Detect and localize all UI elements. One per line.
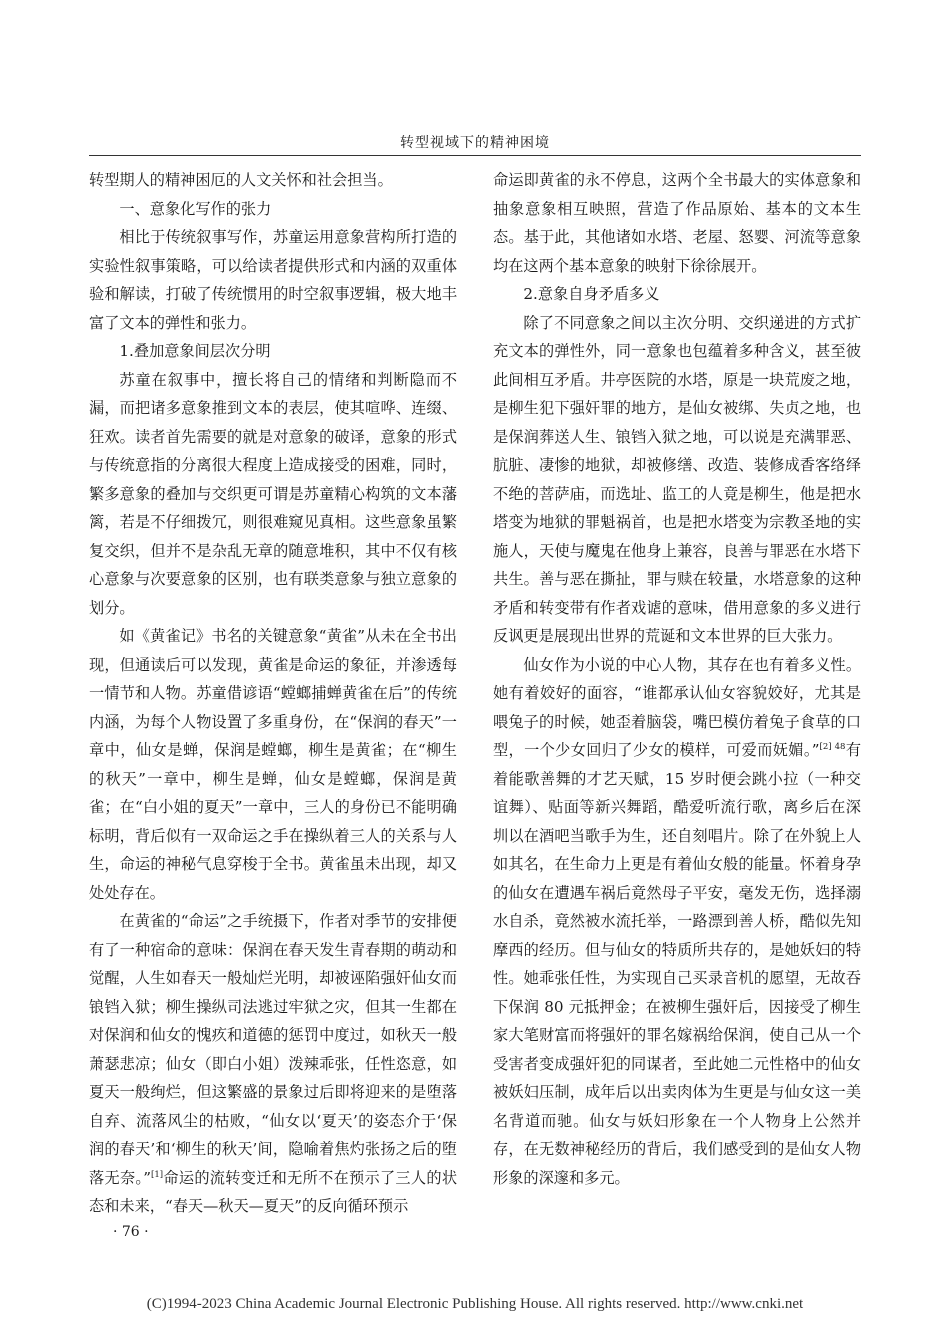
citation-marker: [2] 48 — [819, 741, 846, 752]
paragraph-text: 命运的流转变迁和无所不在预示了三人的状态和未来，“春天—秋天—夏天”的反向循环预示 — [89, 1168, 457, 1215]
paragraph-text: 仙女作为小说的中心人物，其存在也有着多义性。她有着姣好的面容，“谁都承认仙女容貌姣好，尤其是喂兔子的时候，她歪着脑袋，嘴巴模仿着兔子食草的口型，一个少女回归了少女的模样，可爱而妩媚。” — [493, 655, 861, 759]
paragraph — [89, 907, 457, 1221]
subsection-heading: 1.叠加意象间层次分明 — [119, 342, 271, 360]
paragraph-text: 在黄雀的“命运”之手统摄下，作者对季节的安排便有了一种宿命的意味：保润在春天发生青春期的萌动和觉醒，人生如春天一般灿烂光明，却被诬陷强奸仙女而锒铛入狱；柳生操纵司法逃过牢狱之灾，但其一生都在对保润和仙女的愧疚和道德的惩罚中度过，如秋天一般萧瑟悲凉；仙女（即白小姐）泼辣乖张，任性恣意，如夏天一般绚烂，但这繁盛的景象过后即将迎来的是堕落自弃、流落风尘的枯败，“仙女以‘夏天’的姿态介于‘保润的春天’和‘柳生的秋天’间，隐喻着焦灼张扬之后的堕落无奈。” — [89, 912, 457, 1187]
paragraph: 命运即黄雀的永不停息，这两个全书最大的实体意象和抽象意象相互映照，营造了作品原始、基本的文本生态。基于此，其他诸如水塔、老屋、怒婴、河流等意象均在这两个基本意象的映射下徐徐展开。 — [493, 171, 861, 275]
section-heading: 一、意象化写作的张力 — [119, 199, 272, 218]
subsection-heading: 2.意象自身矛盾多义 — [523, 285, 660, 303]
left-column — [89, 166, 457, 1221]
right-column — [493, 166, 861, 1192]
paragraph: 除了不同意象之间以主次分明、交织递进的方式扩充文本的弹性外，同一意象也包蕴着多种含义，甚至彼此间相互矛盾。井亭医院的水塔，原是一块荒废之地，是柳生犯下强奸罪的地方，是仙女被绑、失贞之地，也是保润葬送人生、锒铛入狱之地，可以说是充满罪恶、肮脏、凄惨的地狱，却被修缮、改造、装修成香客络绎不绝的菩萨庙，而选址、监工的人竟是柳生，他是把水塔变为地狱的罪魁祸首，也是把水塔变为宗教圣地的实施人，天使与魔鬼在他身上兼容，良善与罪恶在水塔下共生。善与恶在撕扯，罪与赎在较量，水塔意象的这种矛盾和转变带有作者戏谑的意味，借用意象的多义进行反讽更是展现出世界的荒诞和文本世界的巨大张力。 — [493, 313, 861, 645]
paragraph: 苏童在叙事中，擅长将自己的情绪和判断隐而不漏，而把诸多意象推到文本的表层，使其喧哗、连缀、狂欢。读者首先需要的就是对意象的破译，意象的形式与传统意指的分离很大程度上造成接受的困难，同时，繁多意象的叠加与交织更可谓是苏童精心构筑的文本藩篱，若是不仔细拨冗，则很难窥见真相。这些意象虽繁复交织，但并不是杂乱无章的随意堆积，其中不仅有核心意象与次要意象的区别，也有联类意象与独立意象的划分。 — [89, 370, 457, 617]
header-rule — [89, 155, 861, 156]
paragraph-text: 有着能歌善舞的才艺天赋，15 岁时便会跳小拉（一种交谊舞）、贴面等新兴舞蹈，酷爱听流行歌，离乡后在深圳以在酒吧当歌手为生，还自刻唱片。除了在外貌上人如其名，在生命力上更是有着仙女般的能量。怀着身孕的仙女在遭遇车祸后竟然母子平安，毫发无伤，选择溺水自杀，竟然被水流托举，一路漂到善人桥，酷似先知摩西的经历。但与仙女的特质所共存的，是她妖妇的特性。她乖张任性，为实现自己买录音机的愿望，无故吞下保润 80 元抵押金；在被柳生强奸后，因接受了柳生家大笔财富而将强奸的罪名嫁祸给保润，使自己从一个受害者变成强奸犯的同谋者，至此她二元性格中的仙女被妖妇压制，成年后以出卖肉体为生更是与仙女这一美名背道而驰。仙女与妖妇形象在一个人物身上公然并存，在无数神秘经历的背后，我们感受到的是仙女人物形象的深邃和多元。 — [493, 741, 862, 1187]
page-number: · 76 · — [113, 1224, 149, 1240]
copyright-footer: (C)1994-2023 China Academic Journal Electronic Publishing House. All rights reserved. http://www.cnki.net — [146, 1296, 804, 1312]
running-header: 转型视域下的精神困境 — [400, 135, 550, 151]
paragraph — [493, 651, 861, 1193]
paragraph: 转型期人的精神困厄的人文关怀和社会担当。 — [89, 171, 393, 189]
paragraph: 相比于传统叙事写作，苏童运用意象营构所打造的实验性叙事策略，可以给读者提供形式和内涵的双重体验和解读，打破了传统惯用的时空叙事逻辑，极大地丰富了文本的弹性和张力。 — [89, 228, 457, 332]
citation-marker: [1] — [151, 1169, 164, 1180]
paragraph: 如《黄雀记》书名的关键意象“黄雀”从未在全书出现，但通读后可以发现，黄雀是命运的象征，并渗透每一情节和人物。苏童借谚语“螳螂捕蝉黄雀在后”的传统内涵，为每个人物设置了多重身份，在“保润的春天”一章中，仙女是蝉，保润是螳螂，柳生是黄雀；在“柳生的秋天”一章中，柳生是蝉，仙女是螳螂，保润是黄雀；在“白小姐的夏天”一章中，三人的身份已不能明确标明，背后似有一双命运之手在操纵着三人的关系与人生，命运的神秘气息穿梭于全书。黄雀虽未出现，却又处处存在。 — [89, 627, 457, 902]
